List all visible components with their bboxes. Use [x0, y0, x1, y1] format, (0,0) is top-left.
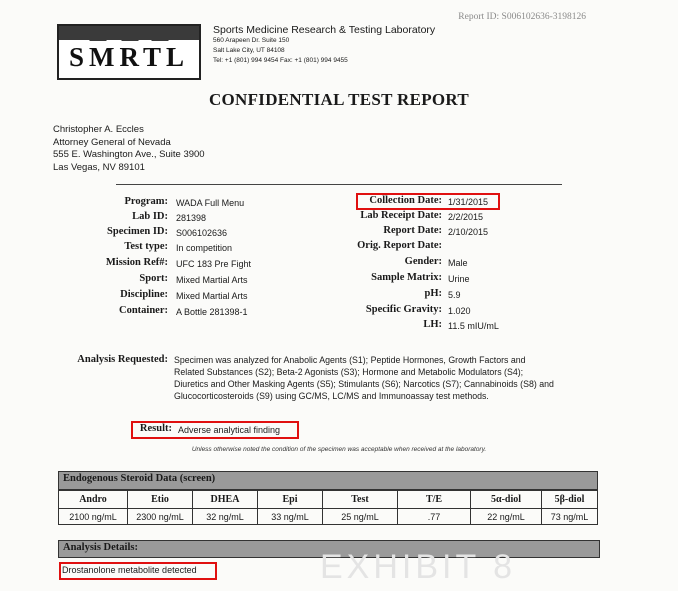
- field-value: 1/31/2015: [448, 197, 489, 207]
- field-value: S006102636: [176, 228, 228, 238]
- field-label: Orig. Report Date:: [357, 240, 442, 251]
- steroid-table-header-bar: [58, 471, 598, 490]
- recipient-city: Las Vegas, NV 89101: [53, 161, 145, 173]
- field-label: Test type:: [124, 241, 168, 252]
- field-label: Program:: [124, 196, 168, 207]
- table-cell: 32 ng/mL: [193, 509, 258, 525]
- field-label: Mission Ref#:: [105, 257, 168, 268]
- collection-date-highlight: [356, 193, 500, 210]
- field-label: Gender:: [404, 256, 442, 267]
- field-label: Collection Date:: [369, 195, 442, 206]
- column-header: Andro: [59, 491, 128, 509]
- analysis-requested-text: Specimen was analyzed for Anabolic Agents (S1); Peptide Hormones, Growth Factors and Related Substances (S2); Beta-2 Agonists (S3); Hormone and Metabolic Modulators (S4); Diuretics and Other Masking Agents (S5); Stimulants (S6); Narcotics (S7); Cannabinoids (S8) and Glucocorticosteroids (S9) using GC/MS, LC/MS and Immunoassay test methods.: [174, 355, 554, 401]
- logo-text: SMRTL: [68, 42, 190, 72]
- field-value: 5.9: [448, 290, 461, 300]
- field-label: Lab ID:: [132, 211, 168, 222]
- smrtl-logo: [57, 24, 201, 80]
- recipient-street: 555 E. Washington Ave., Suite 3900: [53, 149, 205, 160]
- logo-mountain-icon: [151, 32, 169, 41]
- analysis-requested-label: Analysis Requested:: [77, 354, 168, 365]
- field-label: Report Date:: [383, 225, 442, 236]
- field-label: Specific Gravity:: [365, 304, 442, 315]
- column-header: DHEA: [193, 491, 258, 509]
- lab-address-2: Salt Lake City, UT 84108: [213, 47, 285, 54]
- lab-info: [213, 24, 435, 66]
- field-value: 2/10/2015: [448, 227, 489, 237]
- column-header: Epi: [258, 491, 323, 509]
- steroid-table-section: [58, 471, 598, 525]
- analysis-details-label: Analysis Details:: [63, 542, 138, 553]
- field-label: Specimen ID:: [107, 226, 168, 237]
- steroid-table: [58, 490, 598, 525]
- table-cell: .77: [398, 509, 471, 525]
- report-id: Report ID: S006102636-3198126: [458, 12, 586, 22]
- table-cell: 73 ng/mL: [542, 509, 598, 525]
- field-value: Mixed Martial Arts: [176, 291, 248, 301]
- field-label: Sport:: [139, 273, 168, 284]
- recipient-name: Christopher A. Eccles: [53, 124, 144, 135]
- lab-name: Sports Medicine Research & Testing Laboratory: [213, 24, 436, 36]
- table-cell: 22 ng/mL: [471, 509, 542, 525]
- column-header: 5α-diol: [471, 491, 542, 509]
- result-value: Adverse analytical finding: [178, 425, 281, 435]
- field-value: In competition: [176, 243, 233, 253]
- field-label: LH:: [423, 319, 442, 330]
- field-value: Male: [448, 258, 468, 268]
- lab-phones: Tel: +1 (801) 994 9454 Fax: +1 (801) 994 9455: [213, 57, 348, 64]
- field-label: Container:: [119, 305, 168, 316]
- column-header: 5β-diol: [542, 491, 598, 509]
- field-label: Lab Receipt Date:: [360, 210, 442, 221]
- field-value: 11.5 mIU/mL: [448, 321, 499, 331]
- field-value: Mixed Martial Arts: [176, 275, 248, 285]
- column-header: T/E: [398, 491, 471, 509]
- recipient-title: Attorney General of Nevada: [53, 136, 171, 148]
- divider: [116, 184, 562, 185]
- field-value: 281398: [176, 213, 207, 223]
- lab-address-1: 560 Arapeen Dr. Suite 150: [213, 37, 290, 44]
- steroid-table-title: Endogenous Steroid Data (screen): [63, 473, 216, 484]
- field-value: 1.020: [448, 306, 471, 316]
- exhibit-watermark: EXHIBIT 8: [320, 548, 516, 586]
- table-row: [59, 509, 598, 525]
- field-label: pH:: [424, 288, 442, 299]
- field-value: UFC 183 Pre Fight: [176, 259, 252, 269]
- column-header: Etio: [128, 491, 193, 509]
- field-label: Discipline:: [120, 289, 168, 300]
- table-cell: 2300 ng/mL: [128, 509, 193, 525]
- table-header-row: [59, 491, 598, 509]
- result-label: Result:: [139, 423, 172, 434]
- field-value: 2/2/2015: [448, 212, 484, 222]
- field-value: WADA Full Menu: [176, 198, 245, 208]
- field-label: Sample Matrix:: [371, 272, 442, 283]
- column-header: Test: [323, 491, 398, 509]
- table-cell: 2100 ng/mL: [59, 509, 128, 525]
- report-title: CONFIDENTIAL TEST REPORT: [208, 90, 470, 109]
- recipient-address: [53, 124, 205, 174]
- table-cell: 25 ng/mL: [323, 509, 398, 525]
- specimen-condition-note: Unless otherwise noted the condition of the specimen was acceptable when received at the laboratory.: [191, 446, 487, 453]
- field-value: Urine: [448, 274, 470, 284]
- analysis-finding: Drostanolone metabolite detected: [62, 565, 197, 575]
- logo-mountain-icon: [89, 32, 107, 41]
- field-value: A Bottle 281398-1: [176, 307, 248, 317]
- logo-mountain-icon: [121, 32, 139, 41]
- table-cell: 33 ng/mL: [258, 509, 323, 525]
